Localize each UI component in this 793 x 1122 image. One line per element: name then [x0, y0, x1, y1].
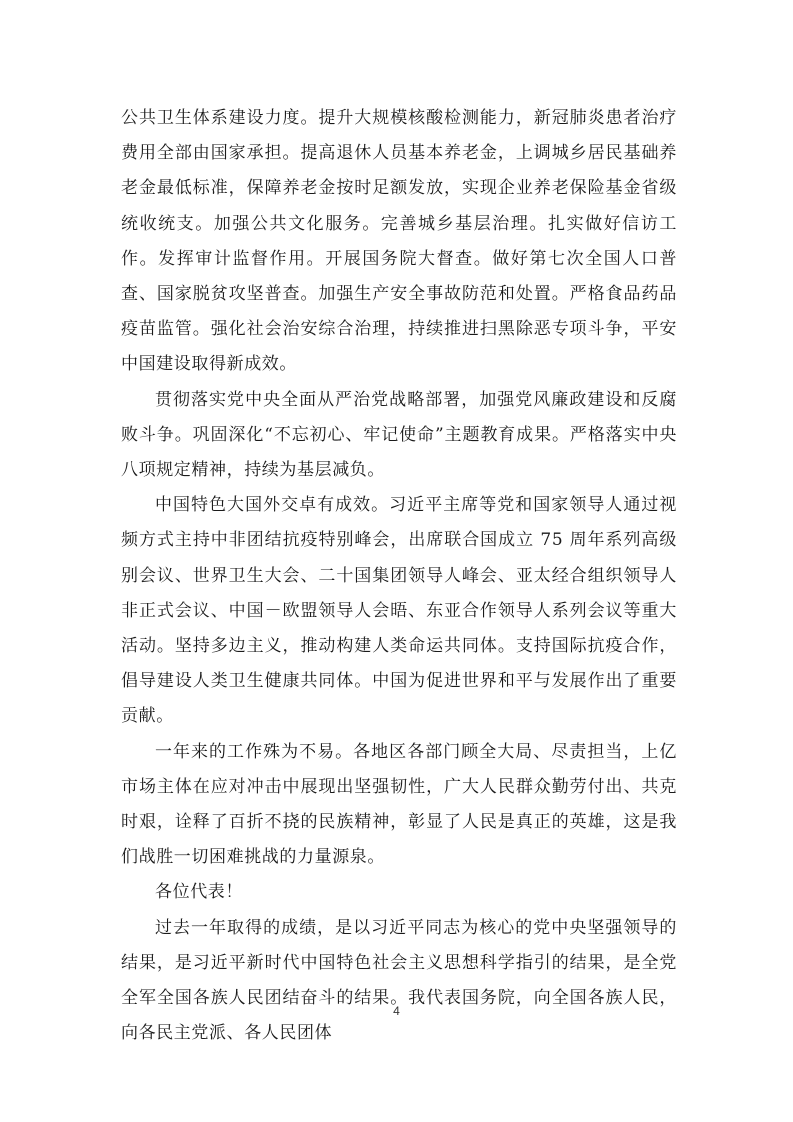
paragraph-salutation: 各位代表！ — [155, 882, 243, 903]
paragraph-diplomacy: 中国特色大国外交卓有成效。习近平主席等党和国家领导人通过视频方式主持中非团结抗疫特别峰会，出席联合国成立 75 周年系列高级别会议、世界卫生大会、二十国集团领导人峰会、亚太经合组织领导人非正式会议、中国－欧盟领导人会晤、东亚合作领导人系列会议等重大活动。坚持多边主义，推动构建人类命运共同体。支持国际抗疫合作，倡导建设人类卫生健康共同体。中国为促进世界和平与发展作出了重要贡献。 — [121, 495, 677, 727]
paragraph-year-summary: 一年来的工作殊为不易。各地区各部门顾全大局、尽责担当，上亿市场主体在应对冲击中展现出坚强韧性，广大人民群众勤劳付出、共克时艰，诠释了百折不挠的民族精神，彰显了人民是真正的英雄，这是我们战胜一切困难挑战的力量源泉。 — [121, 741, 677, 868]
paragraph-acknowledgement: 过去一年取得的成绩，是以习近平同志为核心的党中央坚强领导的结果，是习近平新时代中国特色社会主义思想科学指引的结果，是全党全军全国各族人民团结奋斗的结果。我代表国务院，向全国各族人民，向各民主党派、各人民团体 — [121, 917, 677, 1044]
paragraph-continued: 公共卫生体系建设力度。提升大规模核酸检测能力，新冠肺炎患者治疗费用全部由国家承担。提高退休人员基本养老金，上调城乡居民基础养老金最低标准，保障养老金按时足额发放，实现企业养老保险基金省级统收统支。加强公共文化服务。完善城乡基层治理。扎实做好信访工作。发挥审计监督作用。开展国务院大督查。做好第七次全国人口普查、国家脱贫攻坚普查。加强生产安全事故防范和处置。严格食品药品疫苗监管。强化社会治安综合治理，持续推进扫黑除恶专项斗争，平安中国建设取得新成效。 — [121, 108, 677, 375]
page-number: 4 — [393, 1004, 400, 1018]
paragraph-party-building: 贯彻落实党中央全面从严治党战略部署，加强党风廉政建设和反腐败斗争。巩固深化“不忘初心、牢记使命”主题教育成果。严格落实中央八项规定精神，持续为基层减负。 — [121, 389, 677, 481]
body-text — [121, 101, 677, 1051]
